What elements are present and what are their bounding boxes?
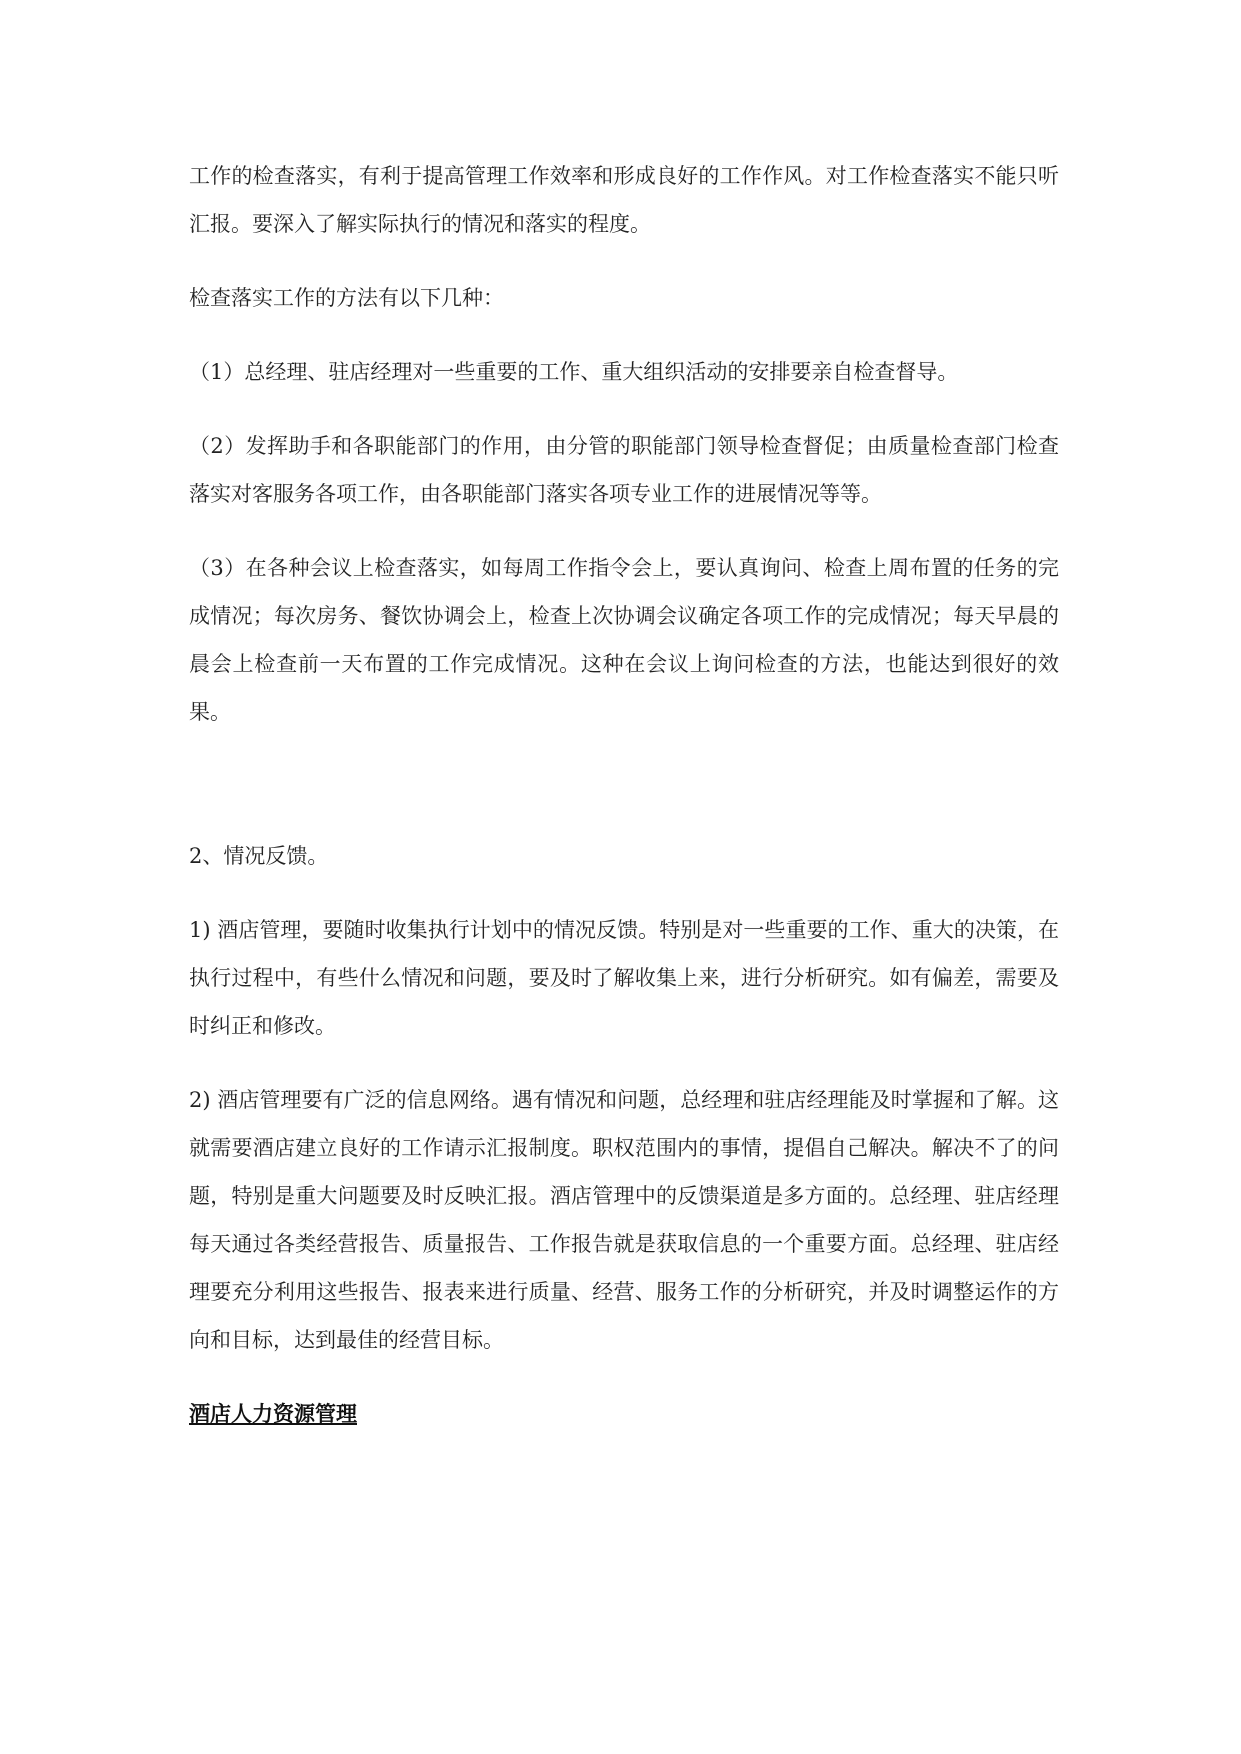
- paragraph-method-1: （1）总经理、驻店经理对一些重要的工作、重大组织活动的安排要亲自检查督导。: [189, 360, 959, 384]
- paragraph-inspection-intro: 工作的检查落实，有利于提高管理工作效率和形成良好的工作作风。对工作检查落实不能只听汇报。要深入了解实际执行的情况和落实的程度。: [189, 164, 1059, 236]
- paragraph-method-2: （2）发挥助手和各职能部门的作用，由分管的职能部门领导检查督促；由质量检查部门检查落实对客服务各项工作，由各职能部门落实各项专业工作的进展情况等等。: [189, 434, 1059, 506]
- document-body: [189, 152, 1059, 1464]
- paragraph-feedback-2: 2) 酒店管理要有广泛的信息网络。遇有情况和问题，总经理和驻店经理能及时掌握和了解。这就需要酒店建立良好的工作请示汇报制度。职权范围内的事情，提倡自己解决。解决不了的问题，特别是重大问题要及时反映汇报。酒店管理中的反馈渠道是多方面的。总经理、驻店经理每天通过各类经营报告、质量报告、工作报告就是获取信息的一个重要方面。总经理、驻店经理要充分利用这些报告、报表来进行质量、经营、服务工作的分析研究，并及时调整运作的方向和目标，达到最佳的经营目标。: [189, 1088, 1059, 1352]
- paragraph-methods-lead: 检查落实工作的方法有以下几种：: [189, 286, 504, 310]
- section-heading-feedback: 2、情况反馈。: [189, 844, 329, 868]
- paragraph-feedback-1: 1) 酒店管理，要随时收集执行计划中的情况反馈。特别是对一些重要的工作、重大的决策，在执行过程中，有些什么情况和问题，要及时了解收集上来，进行分析研究。如有偏差，需要及时纠正和修改。: [189, 918, 1059, 1038]
- heading-hr-management: 酒店人力资源管理: [189, 1401, 357, 1426]
- paragraph-method-3: （3）在各种会议上检查落实，如每周工作指令会上，要认真询问、检查上周布置的任务的完成情况；每次房务、餐饮协调会上，检查上次协调会议确定各项工作的完成情况；每天早晨的晨会上检查前一天布置的工作完成情况。这种在会议上询问检查的方法，也能达到很好的效果。: [189, 556, 1059, 724]
